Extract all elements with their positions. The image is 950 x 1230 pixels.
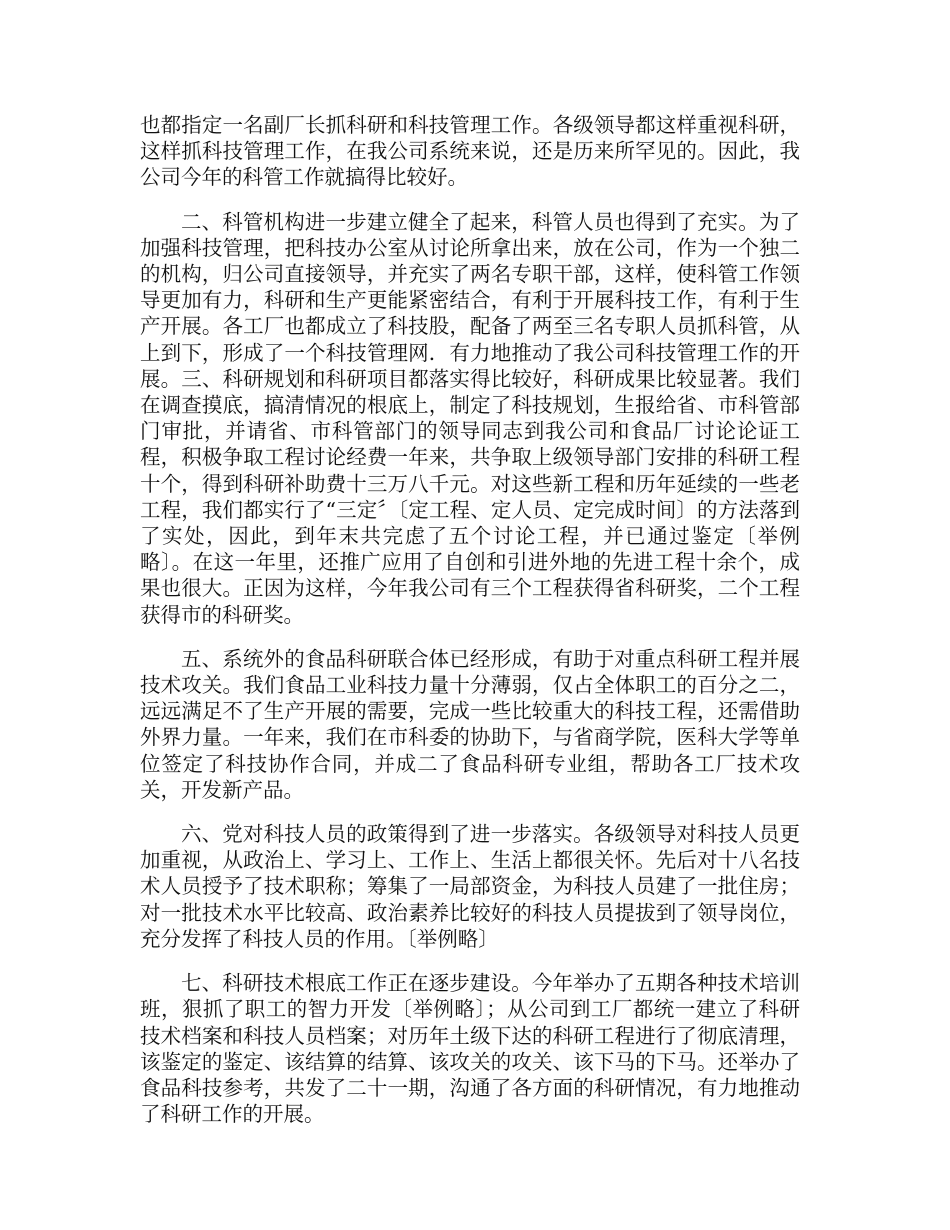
document-body — [140, 112, 800, 1145]
paragraph-section-seven: 七、科研技术根底工作正在逐步建设。今年举办了五期各种技术培训班，狠抓了职工的智力开发〔举例略〕；从公司到工厂都统一建立了科研技术档案和科技人员档案；对历年土级下达的科研工程进行了彻底清理，该鉴定的鉴定、该结算的结算、该攻关的攻关、该下马的下马。还举办了食品科技参考，共发了二十一期，沟通了各方面的科研情况，有力地推动了科研工作的开展。 — [140, 971, 800, 1127]
paragraph-continuation: 也都指定一名副厂长抓科研和科技管理工作。各级领导都这样重视科研，这样抓科技管理工作，在我公司系统来说，还是历来所罕见的。因此，我公司今年的科管工作就搞得比较好。 — [140, 113, 800, 190]
paragraph-section-five: 五、系统外的食品科研联合体已经形成，有助于对重点科研工程并展技术攻关。我们食品工业科技力量十分薄弱，仅占全体职工的百分之二，远远满足不了生产开展的需要，完成一些比较重大的科技工程，还需借助外界力量。一年来，我们在市科委的协助下，与省商学院，医科大学等单位签定了科技协作合同，并成二了食品科研专业组，帮助各工厂技术攻关，开发新产品。 — [140, 646, 800, 802]
paragraph-section-six: 六、党对科技人员的政策得到了进一步落实。各级领导对科技人员更加重视，从政治上、学习上、工作上、生活上都很关怀。先后对十八名技术人员授予了技术职称；筹集了一局部资金，为科技人员建了一批住房；对一批技术水平比较高、政治素养比较好的科技人员提拔到了领导岗位，充分发挥了科技人员的作用。〔举例略〕 — [140, 822, 800, 951]
paragraph-section-two: 二、科管机构进一步建立健全了起来，科管人员也得到了充实。为了加强科技管理，把科技办公室从讨论所拿出来，放在公司，作为一个独二的机构，归公司直接领导，并充实了两名专职干部，这样，使科管工作领导更加有力，科研和生产更能紧密结合，有利于开展科技工作，有利于生产开展。各工厂也都成立了科技股，配备了两至三名专职人员抓科管，从上到下，形成了一个科技管理网．有力地推动了我公司科技管理工作的开展。三、科研规划和科研项目都落实得比较好，科研成果比较显著。我们在调查摸底，搞清情况的根底上，制定了科技规划，生报给省、市科管部门审批，并请省、市科管部门的领导同志到我公司和食品厂讨论论证工程，积极争取工程讨论经费一年来，共争取上级领导部门安排的科研工程十个，得到科研补助费十三万八千元。对这些新工程和历年延续的一些老工程，我们都实行了“三定〞〔定工程、定人员、定完成时间〕的方法落到了实处，因此，到年末共完虑了五个讨论工程，并已通过鉴定〔举例略〕。在这一年里，还推广应用了自创和引进外地的先进工程十余个，成果也很大。正因为这样，今年我公司有三个工程获得省科研奖，二个工程获得市的科研奖。 — [140, 209, 800, 627]
